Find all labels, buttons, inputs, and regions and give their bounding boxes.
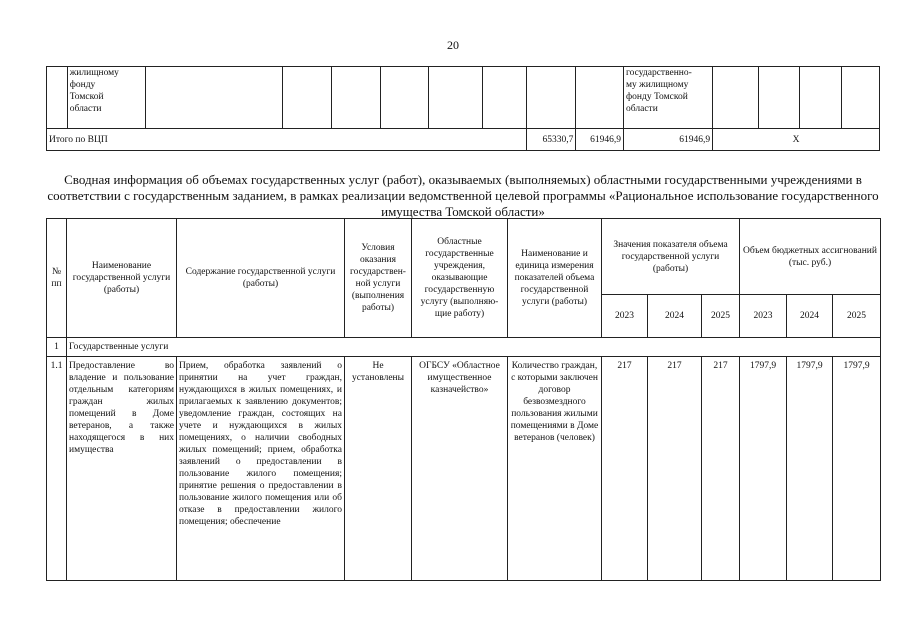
- header-year: 2023: [740, 295, 787, 338]
- indicator-cell: государственно- му жилищному фонду Томской области: [624, 67, 713, 129]
- table-row: [47, 67, 880, 129]
- header-conditions: Условия оказания государствен-ной услуги (выполнения работы): [345, 219, 412, 338]
- header-year: 2025: [702, 295, 740, 338]
- header-content: Содержание государственной услуги (работы): [177, 219, 345, 338]
- table-row: [47, 357, 881, 581]
- previous-table-fragment: [46, 66, 880, 151]
- header-indicator: Наименование и единица измерения показателей объема государственной услуги (работы): [508, 219, 602, 338]
- section-num: 1: [47, 338, 67, 357]
- row-institution: ОГБСУ «Областное имущественное казначейство»: [412, 357, 508, 581]
- page-number: 20: [447, 38, 459, 52]
- row-value-2024: 217: [648, 357, 702, 581]
- total-label: Итого по ВЦП: [47, 129, 527, 151]
- header-values-group: Значения показателя объема государственной услуги (работы): [602, 219, 740, 295]
- total-mark: Х: [713, 129, 880, 151]
- header-year: 2023: [602, 295, 648, 338]
- header-year: 2025: [833, 295, 881, 338]
- header-year: 2024: [787, 295, 833, 338]
- services-table: [46, 218, 881, 581]
- header-name: Наименование государственной услуги (работы): [67, 219, 177, 338]
- row-budget-2025: 1797,9: [833, 357, 881, 581]
- row-num: 1.1: [47, 357, 67, 581]
- total-value-2024: 61946,9: [576, 129, 624, 151]
- header-num: № пп: [47, 219, 67, 338]
- total-row: [47, 129, 880, 151]
- row-service-name: Предоставление во владение и пользование отдельным категориям граждан жилых помещений в Доме ветеранов, а также находящегося в них имущества: [67, 357, 177, 581]
- row-conditions: Не установлены: [345, 357, 412, 581]
- service-name-cell: жилищному фонду Томской области: [67, 67, 146, 129]
- row-indicator: Количество граждан, с которыми заключен договор безвозмездного пользования жилыми помещениями в Доме ветеранов (человек): [508, 357, 602, 581]
- header-budget-group: Объем бюджетных ассигнований (тыс. руб.): [740, 219, 881, 295]
- section-row: [47, 338, 881, 357]
- row-service-content: Прием, обработка заявлений о принятии на учет граждан, нуждающихся в жилых помещениях, и прилагаемых к заявлению документов; уведомление граждан, состоящих на учете и нуждающихся в жилых помещениях, о наличии свободных жилых помещений; прием, обработка заявлений о предоставлении в пользование жилого помещения; принятие решения о предоставлении в пользование жилого помещения или об отказе в предоставлении жилого помещения; обеспечение: [177, 357, 345, 581]
- row-value-2023: 217: [602, 357, 648, 581]
- section-label: Государственные услуги: [67, 338, 881, 357]
- total-value-2023: 65330,7: [526, 129, 576, 151]
- row-value-2025: 217: [702, 357, 740, 581]
- row-budget-2023: 1797,9: [740, 357, 787, 581]
- header-year: 2024: [648, 295, 702, 338]
- total-value-2025: 61946,9: [624, 129, 713, 151]
- section-heading: Сводная информация об объемах государственных услуг (работ), оказываемых (выполняемых) областными государственными учреждениями в соответствии с государственным заданием, в рамках реализации ведомственной целевой программы «Рациональное использование государственного имущества Томской области»: [47, 172, 879, 219]
- row-budget-2024: 1797,9: [787, 357, 833, 581]
- header-institutions: Областные государственные учреждения, оказывающие государственную услугу (выполняю-щие работу): [412, 219, 508, 338]
- header-row: [47, 219, 881, 295]
